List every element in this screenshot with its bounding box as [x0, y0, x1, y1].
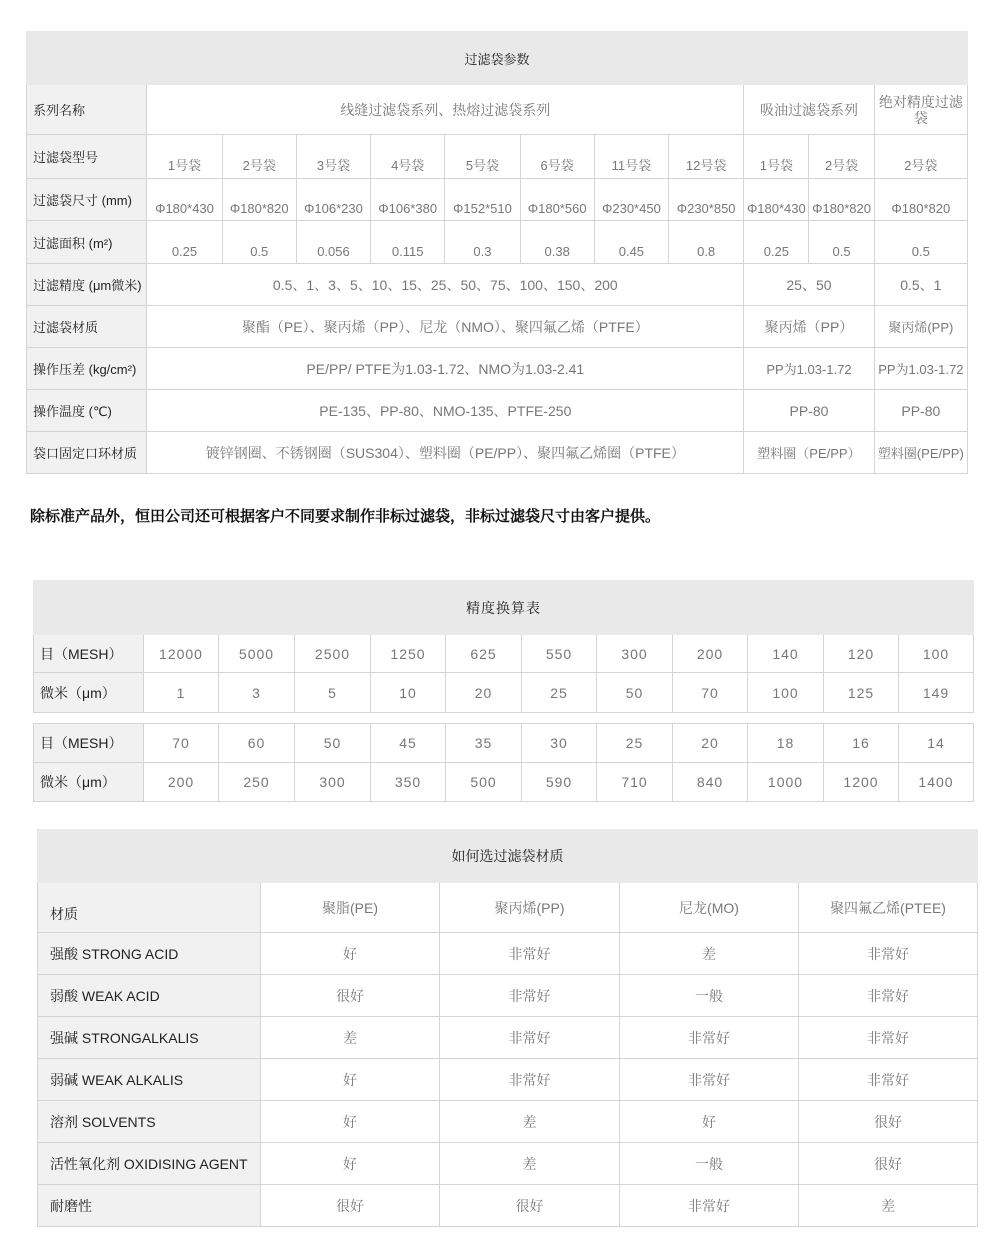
model-cell: 6号袋 — [520, 135, 594, 179]
table-row — [38, 1143, 978, 1185]
series-label: 系列名称 — [27, 85, 147, 135]
row-label: 弱碱 WEAK ALKALIS — [38, 1059, 261, 1101]
micron-cell: 590 — [522, 763, 597, 802]
micron-label: 微米（μm） — [34, 763, 144, 802]
mesh-cell: 45 — [371, 724, 446, 763]
size-cell: Φ106*380 — [371, 179, 445, 221]
model-cell: 1号袋 — [147, 135, 222, 179]
mesh-cell: 14 — [899, 724, 974, 763]
micron-cell: 100 — [748, 673, 824, 713]
micron-cell: 149 — [899, 673, 974, 713]
pressure-absolute: PP为1.03-1.72 — [874, 348, 967, 390]
column-header: 聚丙烯(PP) — [440, 883, 620, 933]
ring-label: 袋口固定口环材质 — [27, 432, 147, 474]
model-label: 过滤袋型号 — [27, 135, 147, 179]
micron-row — [34, 673, 974, 713]
rating-cell: 非常好 — [440, 1017, 620, 1059]
rating-cell: 差 — [440, 1101, 620, 1143]
model-cell: 4号袋 — [371, 135, 445, 179]
material-oil: 聚丙烯（PP） — [744, 306, 874, 348]
micron-cell: 3 — [219, 673, 295, 713]
size-cell: Φ180*820 — [222, 179, 296, 221]
mesh-cell: 625 — [446, 635, 522, 673]
micron-cell: 25 — [522, 673, 597, 713]
rating-cell: 好 — [620, 1101, 799, 1143]
table-row — [38, 1185, 978, 1227]
micron-cell: 1 — [144, 673, 219, 713]
series-absolute: 绝对精度过滤袋 — [874, 85, 967, 135]
rating-cell: 很好 — [799, 1101, 978, 1143]
rating-cell: 非常好 — [440, 933, 620, 975]
pressure-label: 操作压差 (kg/cm²) — [27, 348, 147, 390]
mesh-cell: 140 — [748, 635, 824, 673]
micron-cell: 70 — [673, 673, 748, 713]
micron-label: 微米（μm） — [34, 673, 144, 713]
size-cell: Φ180*820 — [874, 179, 967, 221]
ring-absolute: 塑料圈(PE/PP) — [874, 432, 967, 474]
rating-cell: 很好 — [440, 1185, 620, 1227]
table-row — [38, 1017, 978, 1059]
area-row — [27, 221, 968, 264]
micron-cell: 500 — [446, 763, 522, 802]
conversion-title: 精度换算表 — [34, 581, 974, 635]
micron-cell: 10 — [371, 673, 446, 713]
mesh-cell: 12000 — [144, 635, 219, 673]
mesh-cell: 70 — [144, 724, 219, 763]
precision-standard: 0.5、1、3、5、10、15、25、50、75、100、150、200 — [147, 264, 744, 306]
rating-cell: 差 — [799, 1185, 978, 1227]
rating-cell: 很好 — [799, 1143, 978, 1185]
area-cell: 0.5 — [222, 221, 296, 264]
column-header: 聚脂(PE) — [261, 883, 440, 933]
ring-standard: 镀锌钢圈、不锈钢圈（SUS304）、塑料圈（PE/PP）、聚四氟乙烯圈（PTFE） — [147, 432, 744, 474]
material-absolute: 聚丙烯(PP) — [874, 306, 967, 348]
table-row — [38, 1059, 978, 1101]
mesh-cell: 50 — [295, 724, 371, 763]
params-title: 过滤袋参数 — [27, 32, 968, 85]
series-standard: 线缝过滤袋系列、热熔过滤袋系列 — [147, 85, 744, 135]
mesh-label: 目（MESH） — [34, 724, 144, 763]
area-cell: 0.056 — [296, 221, 370, 264]
conversion-table-2 — [33, 723, 974, 802]
model-cell: 2号袋 — [809, 135, 874, 179]
mesh-cell: 100 — [899, 635, 974, 673]
micron-cell: 50 — [597, 673, 673, 713]
precision-oil: 25、50 — [744, 264, 874, 306]
mesh-cell: 35 — [446, 724, 522, 763]
rating-cell: 非常好 — [440, 975, 620, 1017]
mesh-cell: 20 — [673, 724, 748, 763]
rating-cell: 很好 — [261, 1185, 440, 1227]
model-cell: 3号袋 — [296, 135, 370, 179]
rating-cell: 一般 — [620, 975, 799, 1017]
mesh-row — [34, 724, 974, 763]
mesh-cell: 300 — [597, 635, 673, 673]
pressure-oil: PP为1.03-1.72 — [744, 348, 874, 390]
rating-cell: 非常好 — [799, 1017, 978, 1059]
model-cell: 2号袋 — [874, 135, 967, 179]
precision-absolute: 0.5、1 — [874, 264, 967, 306]
rating-cell: 很好 — [261, 975, 440, 1017]
area-cell: 0.8 — [669, 221, 744, 264]
column-header: 聚四氟乙烯(PTEE) — [799, 883, 978, 933]
micron-cell: 125 — [824, 673, 899, 713]
rating-cell: 非常好 — [440, 1059, 620, 1101]
row-label: 活性氧化剂 OXIDISING AGENT — [38, 1143, 261, 1185]
mesh-cell: 60 — [219, 724, 295, 763]
material-selection-table — [37, 829, 978, 1227]
rating-cell: 好 — [261, 1101, 440, 1143]
micron-row — [34, 763, 974, 802]
rating-cell: 一般 — [620, 1143, 799, 1185]
area-cell: 0.45 — [594, 221, 668, 264]
size-cell: Φ106*230 — [296, 179, 370, 221]
series-oil: 吸油过滤袋系列 — [744, 85, 874, 135]
row-label: 强碱 STRONGALKALIS — [38, 1017, 261, 1059]
table-row — [38, 933, 978, 975]
row-label: 耐磨性 — [38, 1185, 261, 1227]
size-cell: Φ180*820 — [809, 179, 874, 221]
model-cell: 1号袋 — [744, 135, 809, 179]
area-cell: 0.115 — [371, 221, 445, 264]
selection-header-row — [38, 883, 978, 933]
custom-note: 除标准产品外，恒田公司还可根据客户不同要求制作非标过滤袋，非标过滤袋尺寸由客户提供。 — [30, 508, 661, 525]
micron-cell: 1000 — [748, 763, 824, 802]
mesh-cell: 30 — [522, 724, 597, 763]
size-cell: Φ180*430 — [744, 179, 809, 221]
selection-title: 如何选过滤袋材质 — [38, 830, 978, 883]
area-cell: 0.5 — [874, 221, 967, 264]
rating-cell: 非常好 — [799, 975, 978, 1017]
area-cell: 0.38 — [520, 221, 594, 264]
mesh-row — [34, 635, 974, 673]
mesh-cell: 18 — [748, 724, 824, 763]
selection-header-label: 材质 — [38, 883, 261, 933]
size-cell: Φ230*450 — [594, 179, 668, 221]
micron-cell: 20 — [446, 673, 522, 713]
temp-standard: PE-135、PP-80、NMO-135、PTFE-250 — [147, 390, 744, 432]
area-cell: 0.25 — [147, 221, 222, 264]
column-header: 尼龙(MO) — [620, 883, 799, 933]
size-cell: Φ180*430 — [147, 179, 222, 221]
material-standard: 聚酯（PE）、聚丙烯（PP）、尼龙（NMO）、聚四氟乙烯（PTFE） — [147, 306, 744, 348]
micron-cell: 710 — [597, 763, 673, 802]
micron-cell: 1200 — [824, 763, 899, 802]
row-label: 强酸 STRONG ACID — [38, 933, 261, 975]
table-row — [38, 975, 978, 1017]
model-cell: 11号袋 — [594, 135, 668, 179]
size-label: 过滤袋尺寸 (mm) — [27, 179, 147, 221]
size-cell: Φ180*560 — [520, 179, 594, 221]
conversion-table-1 — [33, 580, 974, 713]
micron-cell: 1400 — [899, 763, 974, 802]
mesh-cell: 2500 — [295, 635, 371, 673]
micron-cell: 200 — [144, 763, 219, 802]
mesh-cell: 5000 — [219, 635, 295, 673]
mesh-cell: 16 — [824, 724, 899, 763]
temp-label: 操作温度 (℃) — [27, 390, 147, 432]
rating-cell: 好 — [261, 1143, 440, 1185]
micron-cell: 300 — [295, 763, 371, 802]
size-cell: Φ152*510 — [445, 179, 520, 221]
precision-label: 过滤精度 (μm微米) — [27, 264, 147, 306]
mesh-cell: 25 — [597, 724, 673, 763]
micron-cell: 840 — [673, 763, 748, 802]
rating-cell: 非常好 — [620, 1017, 799, 1059]
rating-cell: 非常好 — [620, 1059, 799, 1101]
rating-cell: 非常好 — [799, 933, 978, 975]
row-label: 溶剂 SOLVENTS — [38, 1101, 261, 1143]
mesh-cell: 1250 — [371, 635, 446, 673]
rating-cell: 差 — [261, 1017, 440, 1059]
rating-cell: 好 — [261, 1059, 440, 1101]
rating-cell: 差 — [620, 933, 799, 975]
temp-oil: PP-80 — [744, 390, 874, 432]
area-cell: 0.5 — [809, 221, 874, 264]
micron-cell: 250 — [219, 763, 295, 802]
material-label: 过滤袋材质 — [27, 306, 147, 348]
model-row — [27, 135, 968, 179]
model-cell: 5号袋 — [445, 135, 520, 179]
mesh-cell: 120 — [824, 635, 899, 673]
model-cell: 2号袋 — [222, 135, 296, 179]
size-row — [27, 179, 968, 221]
temp-absolute: PP-80 — [874, 390, 967, 432]
area-label: 过滤面积 (m²) — [27, 221, 147, 264]
pressure-standard: PE/PP/ PTFE为1.03-1.72、NMO为1.03-2.41 — [147, 348, 744, 390]
ring-oil: 塑料圈（PE/PP） — [744, 432, 874, 474]
area-cell: 0.3 — [445, 221, 520, 264]
size-cell: Φ230*850 — [669, 179, 744, 221]
rating-cell: 非常好 — [620, 1185, 799, 1227]
mesh-label: 目（MESH） — [34, 635, 144, 673]
rating-cell: 差 — [440, 1143, 620, 1185]
model-cell: 12号袋 — [669, 135, 744, 179]
micron-cell: 350 — [371, 763, 446, 802]
micron-cell: 5 — [295, 673, 371, 713]
rating-cell: 非常好 — [799, 1059, 978, 1101]
filter-bag-params-table — [26, 31, 968, 474]
rating-cell: 好 — [261, 933, 440, 975]
table-row — [38, 1101, 978, 1143]
area-cell: 0.25 — [744, 221, 809, 264]
row-label: 弱酸 WEAK ACID — [38, 975, 261, 1017]
mesh-cell: 550 — [522, 635, 597, 673]
mesh-cell: 200 — [673, 635, 748, 673]
